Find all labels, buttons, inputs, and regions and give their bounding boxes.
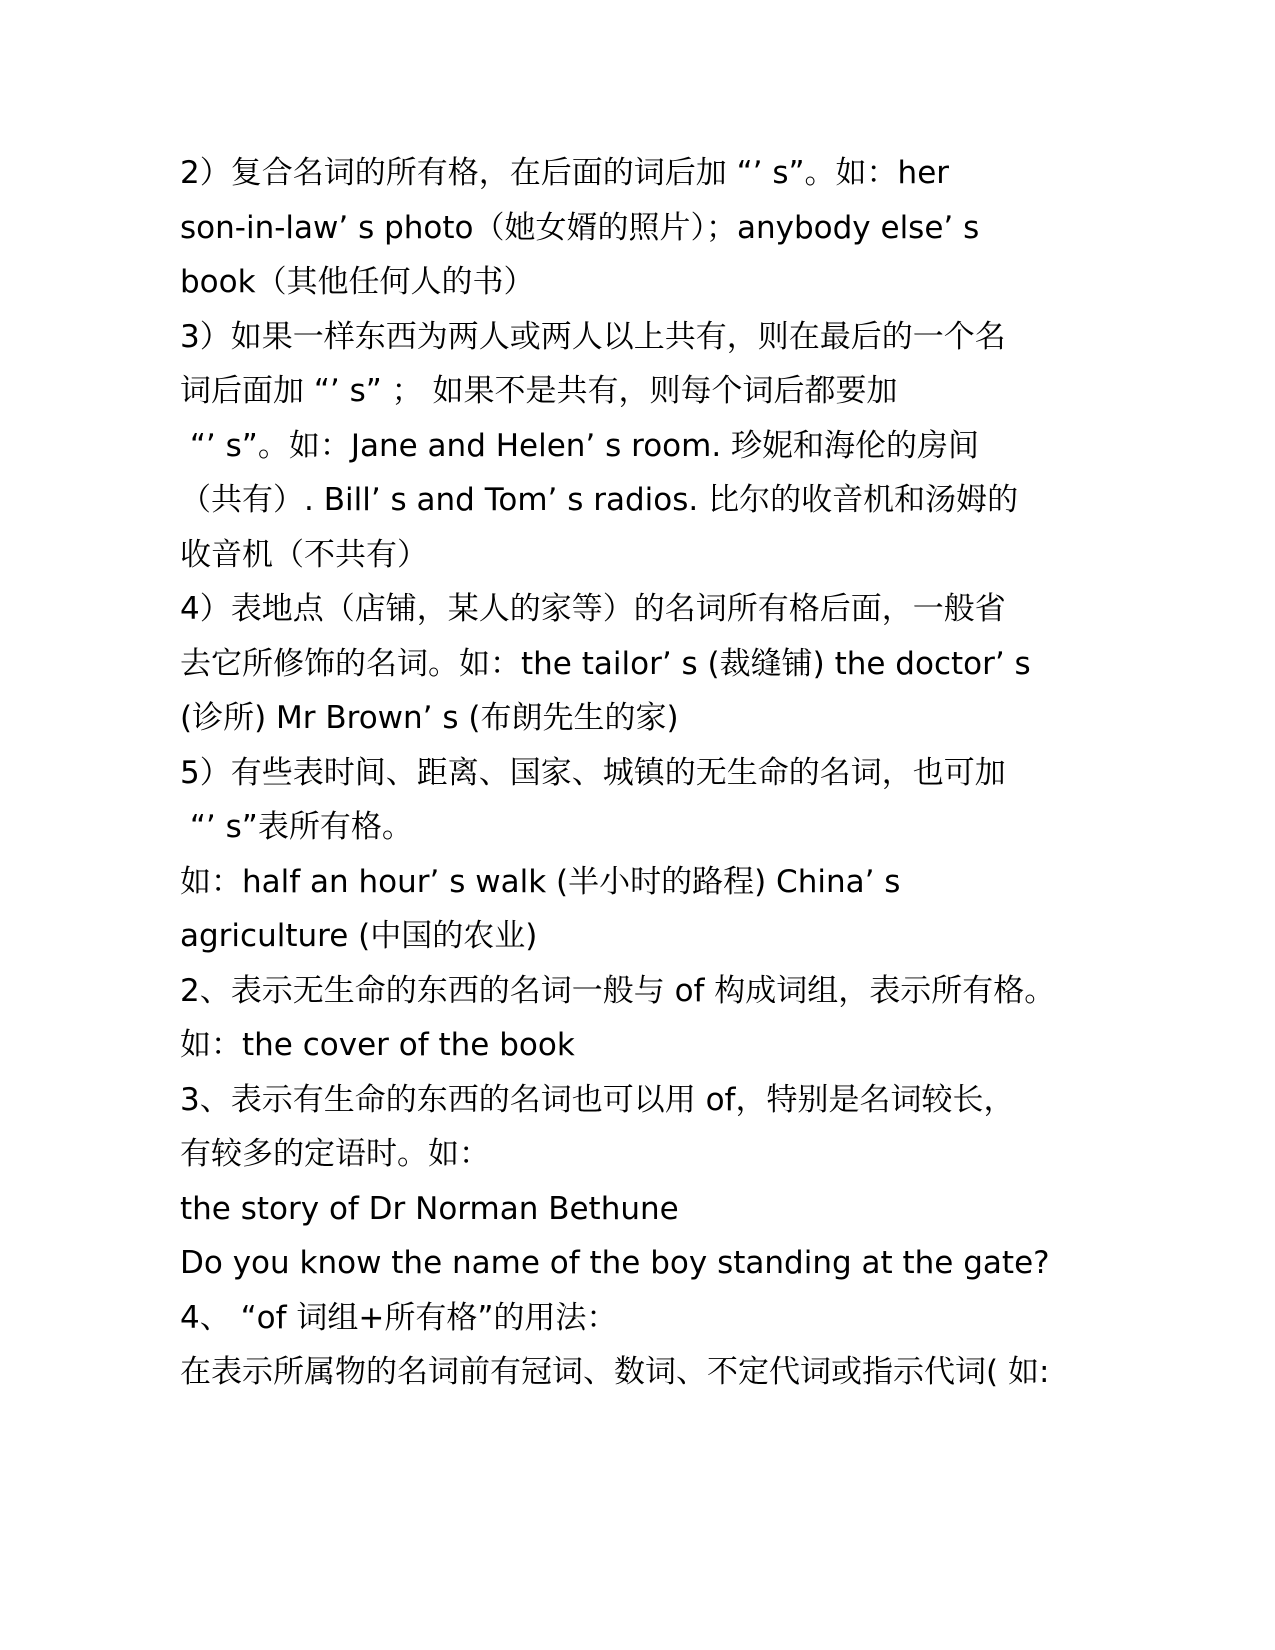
document-body bbox=[180, 146, 1060, 1400]
text-line: 如：the cover of the book bbox=[180, 1027, 575, 1063]
text-line: 3）如果一样东西为两人或两人以上共有，则在最后的一个名 bbox=[180, 318, 1006, 355]
text-line: 去它所修饰的名词。如：the tailor’ s (裁缝铺) the doctor’ s bbox=[180, 645, 1031, 682]
text-line: book（其他任何人的书） bbox=[180, 264, 535, 300]
text-line: 4）表地点（店铺，某人的家等）的名词所有格后面，一般省 bbox=[180, 591, 1006, 627]
text-line: 2、表示无生命的东西的名词一般与 of 构成词组，表示所有格。 bbox=[180, 972, 1056, 1009]
text-line: 收音机（不共有） bbox=[180, 536, 428, 573]
text-line: 在表示所属物的名词前有冠词、数词、不定代词或指示代词( 如: bbox=[180, 1354, 1050, 1390]
text-line: “’ s”表所有格。 bbox=[180, 809, 413, 845]
text-line: Do you know the name of the boy standing at the gate? bbox=[180, 1245, 1050, 1281]
text-line: 如：half an hour’ s walk (半小时的路程) China’ s bbox=[180, 863, 901, 900]
text-line: the story of Dr Norman Bethune bbox=[180, 1190, 679, 1227]
text-line: 4、 “of 词组+所有格”的用法： bbox=[180, 1299, 618, 1336]
text-line: agriculture (中国的农业) bbox=[180, 918, 538, 954]
text-line: (诊所) Mr Brown’ s (布朗先生的家) bbox=[180, 700, 679, 736]
text-line: son-in-law’ s photo（她女婿的照片）；anybody else’ s bbox=[180, 209, 980, 246]
text-line: 2）复合名词的所有格，在后面的词后加 “’ s”。如：her bbox=[180, 155, 950, 191]
text-line: 3、表示有生命的东西的名词也可以用 of，特别是名词较长， bbox=[180, 1081, 1015, 1118]
text-line: “’ s”。如：Jane and Helen’ s room. 珍妮和海伦的房间 bbox=[180, 427, 980, 464]
text-line: （共有）. Bill’ s and Tom’ s radios. 比尔的收音机和汤姆的 bbox=[180, 482, 1019, 518]
text-line: 5）有些表时间、距离、国家、城镇的无生命的名词，也可加 bbox=[180, 754, 1006, 791]
text-line: 词后面加 “’ s” ； 如果不是共有，则每个词后都要加 bbox=[180, 373, 898, 409]
text-line: 有较多的定语时。如： bbox=[180, 1136, 490, 1172]
